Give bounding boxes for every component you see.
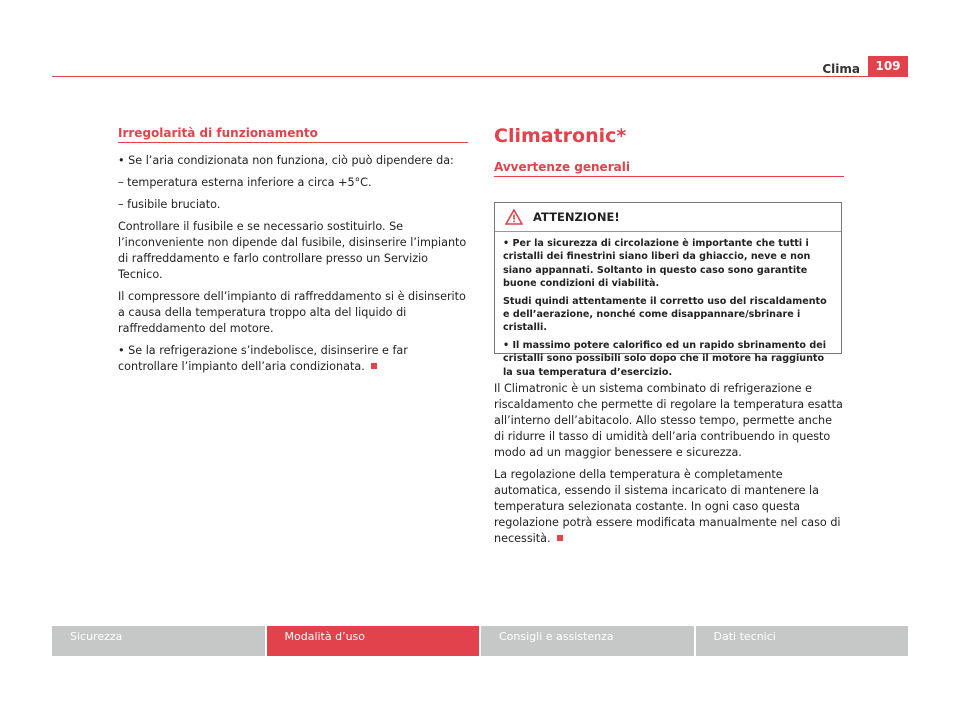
paragraph: Il compressore dell’impianto di raffreddamento si è disinserito a causa della temperatura troppo alta del liquido di raffreddamento del motore.	[118, 290, 466, 335]
tab-dati-tecnici[interactable]: Dati tecnici	[696, 626, 909, 656]
tab-sicurezza[interactable]: Sicurezza	[52, 626, 265, 656]
warning-triangle-icon	[505, 209, 523, 225]
tab-modalita-uso[interactable]: Modalità d’uso	[267, 626, 480, 656]
tab-consigli-assistenza[interactable]: Consigli e assistenza	[481, 626, 694, 656]
warning-box	[494, 202, 842, 378]
right-column	[494, 124, 844, 177]
warning-item: • Il massimo potere calorifico ed un rapido sbrinamento dei cristalli sono possibili solo dopo che il motore ha raggiunto la sua temperatura d’esercizio.	[503, 339, 826, 378]
paragraph: Il Climatronic è un sistema combinato di refrigerazione e riscaldamento che permette di regolare la temperatura esatta all’interno dell’abitacolo. Allo stesso tempo, permette anche di ridurre il tasso di umidità dell’aria contribuendo in questo modo ad un maggior benessere e sicurezza.	[494, 382, 843, 459]
paragraph-text: La regolazione della temperatura è completamente automatica, essendo il sistema incaricato di mantenere la temperatura selezionata costante. In ogni caso questa regolazione potrà essere modificata manualmente nel caso di necessità.	[494, 468, 841, 545]
header-rule	[52, 76, 908, 77]
list-item: – fusibile bruciato.	[118, 198, 221, 211]
page-number: 109	[868, 56, 908, 77]
warning-item: Studi quindi attentamente il corretto uso del riscaldamento e dell’aerazione, nonché come disappannare/sbrinare i cristalli.	[503, 295, 827, 334]
warning-title: ATTENZIONE!	[533, 210, 620, 224]
general-notes-heading: Avvertenze generali	[494, 160, 844, 177]
climatronic-text	[494, 381, 844, 547]
left-column	[118, 126, 468, 375]
paragraph	[118, 343, 468, 375]
paragraph: Controllare il fusibile e se necessario sostituirlo. Se l’inconveniente non dipende dal fusibile, disinserire l’impianto di raffreddamento e farlo controllare presso un Servizio Tecnico.	[118, 220, 467, 281]
section-nav	[52, 626, 908, 656]
warning-body	[495, 232, 841, 379]
paragraph: • Se l’aria condizionata non funziona, ciò può dipendere da:	[118, 154, 454, 167]
warning-header	[495, 203, 841, 232]
malfunction-heading: Irregolarità di funzionamento	[118, 126, 468, 143]
chapter-title: Clima	[822, 62, 860, 76]
paragraph-text: • Se la refrigerazione s’indebolisce, disinserire e far controllare l’impianto dell’aria condizionata.	[118, 344, 408, 373]
warning-item: • Per la sicurezza di circolazione è importante che tutti i cristalli dei finestrini siano liberi da ghiaccio, neve e non siano appannati. Soltanto in questo caso sono garantite buone condizioni di viabilità.	[503, 238, 811, 290]
end-mark-icon	[371, 363, 377, 369]
paragraph	[494, 467, 844, 547]
section-title: Climatronic*	[494, 125, 627, 147]
end-mark-icon	[557, 535, 563, 541]
list-item: – temperatura esterna inferiore a circa +5°C.	[118, 176, 372, 189]
